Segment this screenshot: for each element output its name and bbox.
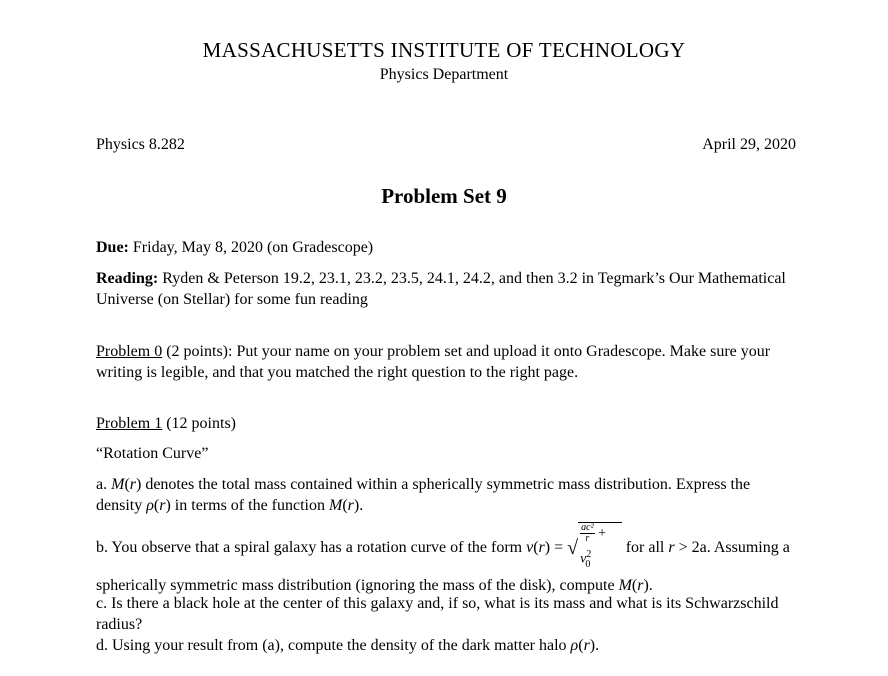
reading-label: Reading:: [96, 270, 159, 287]
problem0-heading: Problem 0: [96, 343, 163, 360]
due-line: [96, 237, 796, 258]
part-a-end: .: [359, 497, 364, 514]
problem1-points: (12 points): [166, 415, 236, 432]
part-a-r3: r: [347, 497, 354, 514]
problem0-text: (2 points): Put your name on your problem set and upload it onto Gradescope. Make sure your writing is legible, and that you matched the right question to the right page.: [96, 343, 771, 381]
issue-date: April 29, 2020: [702, 136, 796, 153]
radicand: [578, 522, 622, 575]
v0-exponent: 2: [586, 549, 592, 561]
sqrt-expression: [567, 522, 622, 575]
part-b-v: v: [526, 539, 534, 557]
part-b-for: for: [625, 539, 645, 557]
course-number: Physics 8.282: [96, 136, 185, 153]
problem1-part-b: b. You observe that a spiral galaxy has a rotation curve of the form v(r) = √ $\frac{\text{ac²}}{r}$ + $v^2_0$ for all r > 2a. Assuming a spherically symmetric mass distribution (ignoring the mass of the disk), compute M(r).: [96, 522, 790, 594]
part-a-r2: r: [159, 497, 166, 514]
part-b-M: M: [618, 576, 632, 594]
fraction-numerator: ac²: [581, 522, 594, 534]
due-label: Due:: [96, 239, 129, 256]
problem1-subtitle: “Rotation Curve”: [96, 445, 209, 462]
part-d-text: d. Using your result from (a), compute the density of the dark matter halo: [96, 637, 567, 654]
plus-sign: +: [598, 526, 606, 541]
problem-set-title: Problem Set 9: [381, 184, 507, 208]
part-b-r3: r: [637, 576, 644, 594]
part-b-r: r: [538, 539, 545, 557]
fraction-denominator: r: [585, 533, 590, 545]
part-a-prefix: a.: [96, 476, 108, 493]
part-d-r: r: [583, 637, 590, 654]
part-b-condition: > 2a.: [678, 539, 711, 557]
problem1-heading: Problem 1: [96, 415, 163, 432]
problem1-heading-line: [96, 413, 796, 434]
part-a-r: r: [129, 476, 136, 493]
department-name: Physics Department: [379, 66, 509, 83]
part-a-text1: denotes the total mass contained within a spherically symmetric mass distribution. Express the density: [96, 476, 751, 514]
part-b-r2: r: [668, 539, 675, 557]
problem0-paragraph: [96, 341, 796, 383]
part-b-eq: =: [554, 539, 564, 557]
problem1-part-d: d. Using your result from (a), compute the density of the dark matter halo ρ(r).: [96, 637, 600, 654]
part-b-all: all: [648, 539, 665, 557]
institute-name: MASSACHUSETTS INSTITUTE OF TECHNOLOGY: [202, 38, 686, 62]
reading-text: Ryden & Peterson 19.2, 23.1, 23.2, 23.5, 24.1, 24.2, and then 3.2 in Tegmark’s Our Mathematical Universe (on Stellar) for some fun reading: [96, 270, 786, 308]
part-a-M2: M: [328, 497, 343, 514]
problem1-part-a: a. M(r) denotes the total mass contained within a spherically symmetric mass distribution. Express the density ρ(r) in terms of the function M(r).: [96, 476, 751, 514]
problem1-part-c: c. Is there a black hole at the center of this galaxy and, if so, what is its mass and what is its Schwarzschild radius?: [96, 595, 779, 633]
v0-subscript: 0: [585, 558, 591, 570]
part-a-rho: ρ: [146, 497, 154, 514]
part-b-text3: Assuming a spherically symmetric mass distribution (ignoring the mass of the disk), compute: [96, 539, 790, 594]
part-a-M: M: [111, 476, 125, 493]
due-text: Friday, May 8, 2020 (on Gradescope): [132, 239, 374, 256]
part-b-prefix: b. You observe that a spiral galaxy has a rotation curve of the form: [96, 539, 523, 557]
v0-symbol: v: [580, 551, 587, 567]
part-a-text2: in terms of the function: [174, 497, 325, 514]
radical-sign: √: [567, 536, 579, 559]
fraction: [580, 523, 594, 544]
reading-line: [96, 268, 796, 310]
part-d-rho: ρ: [570, 637, 579, 654]
